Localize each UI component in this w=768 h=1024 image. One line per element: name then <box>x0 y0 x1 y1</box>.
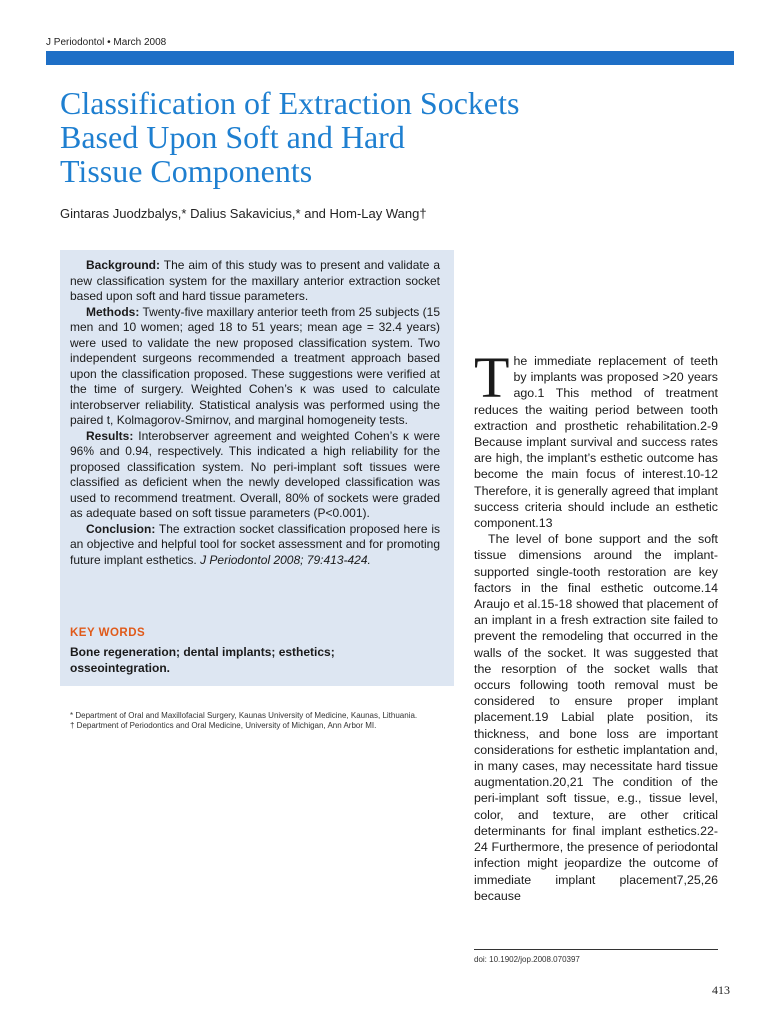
author-list: Gintaras Juodzbalys,* Dalius Sakavicius,* and Hom-Lay Wang† <box>60 206 427 221</box>
body-paragraph: The level of bone support and the soft tissue dimensions around the implant-supported single-tooth restoration are key factors in the final esthetic outcome.14 Araujo et al.15-18 showed that placement of an implant in a fresh extraction site failed to prevent the remodeling that occurred in the walls of the socket. It was suggested that the resorption of the socket walls that occurs following tooth removal must be considered to ensure proper implant placement.19 Labial plate position, its thickness, and bone loss are important considerations for esthetic implantation and, in many cases, may necessitate hard tissue augmentation.20,21 The condition of the peri-implant soft tissue, e.g., tissue level, color, and texture, are other critical determinants for final implant esthetics.22-24 Furthermore, the presence of periodontal infection might jeopardize the outcome of immediate implant placement7,25,26 because <box>474 532 718 903</box>
abstract <box>70 258 440 568</box>
abstract-methods-label: Methods: <box>86 304 140 319</box>
abstract-results <box>70 429 440 522</box>
article-body <box>474 345 718 904</box>
abstract-conclusion <box>70 522 440 569</box>
article-title <box>60 86 680 188</box>
header-color-bar <box>46 51 734 65</box>
doi-divider <box>474 949 718 950</box>
abstract-results-text: Interobserver agreement and weighted Cohen’s κ were 96% and 0.94, respectively. This indicated a high reliability for the proposed classification system. No peri-implant soft tissues were classified as deficient when the newly developed classification was used to recommend treatment. Overall, 80% of sockets were graded as adequate based on soft tissue parameters (P<0.001). <box>70 428 440 520</box>
affiliation-footnotes <box>70 711 450 731</box>
footnote: † Department of Periodontics and Oral Medicine, University of Michigan, Ann Arbor MI. <box>70 721 377 730</box>
abstract-results-label: Results: <box>86 428 134 443</box>
abstract-citation: J Periodontol 2008; 79:413-424. <box>200 552 371 567</box>
running-head: J Periodontol • March 2008 <box>46 37 167 48</box>
keywords-text: Bone regeneration; dental implants; esthetics; osseointegration. <box>70 645 335 675</box>
abstract-conclusion-text: The extraction socket classification proposed here is an objective and helpful tool for socket assessment and for promoting future implant esthetics. <box>70 521 440 567</box>
abstract-methods-text: Twenty-five maxillary anterior teeth from 25 subjects (15 men and 10 women; aged 18 to 51 years; mean age = 32.4 years) were used to validate the new proposed classification system. Two independent surgeons recommended a treatment approach based upon the classification proposed. These suggestions were verified at the time of surgery. Weighted Cohen’s κ was used to calculate interobserver reliability. Statistical analysis was performed using the paired t, Kolmagorov-Smirnov, and marginal homogeneity tests. <box>70 304 440 427</box>
drop-cap: T <box>474 345 510 410</box>
doi: doi: 10.1902/jop.2008.070397 <box>474 955 580 964</box>
title-line: Tissue Components <box>60 153 313 189</box>
abstract-conclusion-label: Conclusion: <box>86 521 156 536</box>
page-number: 413 <box>712 983 730 997</box>
abstract-background <box>70 258 440 305</box>
body-paragraph-text: he immediate replacement of teeth by implants was proposed >20 years ago.1 This method of treatment reduces the waiting period between tooth extraction and prosthetic rehabilitation.2-9 Because implant survival and success rates are high, the implant’s esthetic outcome has become the main focus of interest.10-12 Therefore, it is generally agreed that implant success criteria should include an esthetic component.13 <box>474 354 718 531</box>
title-line: Based Upon Soft and Hard <box>60 119 405 155</box>
keywords-heading: KEY WORDS <box>70 627 146 639</box>
title-line: Classification of Extraction Sockets <box>60 85 520 121</box>
abstract-background-label: Background: <box>86 258 161 272</box>
body-paragraph <box>474 345 718 531</box>
abstract-background-text: The aim of this study was to present and validate a new classification system for the maxillary anterior extraction socket based upon soft and hard tissue parameters. <box>70 258 440 303</box>
footnote: * Department of Oral and Maxillofacial Surgery, Kaunas University of Medicine, Kaunas, Lithuania. <box>70 711 418 720</box>
abstract-methods <box>70 305 440 429</box>
